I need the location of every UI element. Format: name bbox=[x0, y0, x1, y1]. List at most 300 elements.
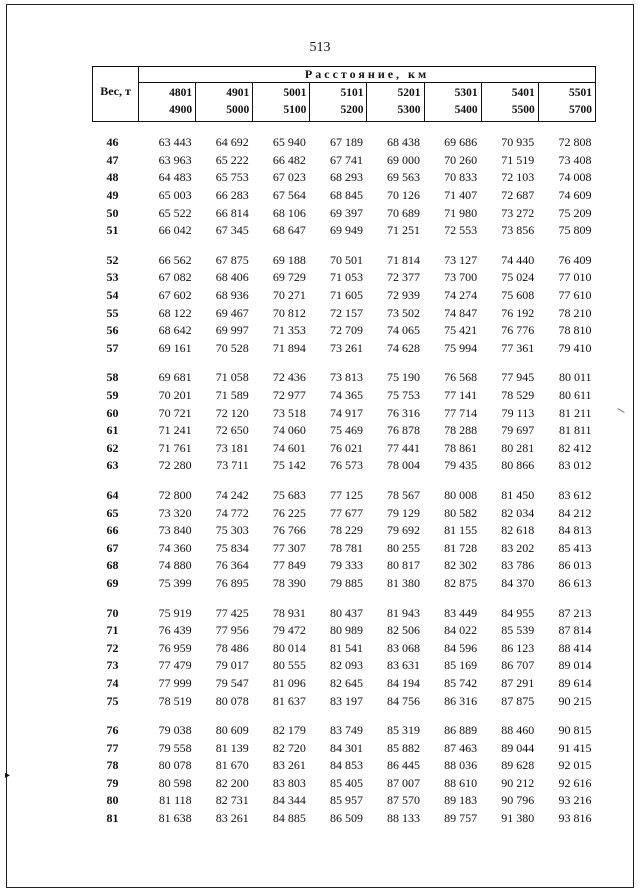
tariff-value-cell: 71 814 bbox=[387, 252, 421, 267]
weight-cell: 75 bbox=[106, 693, 119, 708]
weight-cell: 47 bbox=[106, 152, 119, 167]
tariff-value-cell: 74 365 bbox=[329, 388, 363, 403]
weight-cell: 77 bbox=[106, 740, 119, 755]
weight-cell: 69 bbox=[106, 575, 119, 590]
tariff-value-cell: 78 810 bbox=[558, 323, 592, 338]
tariff-value-cell: 77 361 bbox=[501, 340, 535, 355]
tariff-value-cell: 67 345 bbox=[215, 223, 249, 238]
tariff-value-cell: 83 612 bbox=[558, 487, 592, 502]
tariff-value-cell: 81 139 bbox=[215, 740, 249, 755]
tariff-value-cell: 70 126 bbox=[387, 188, 421, 203]
tariff-value-cell: 71 058 bbox=[215, 370, 249, 385]
table-row bbox=[93, 304, 596, 322]
tariff-value-cell: 72 280 bbox=[158, 458, 192, 473]
tariff-value-cell: 69 563 bbox=[387, 170, 421, 185]
tariff-value-cell: 72 377 bbox=[387, 270, 421, 285]
tariff-value-cell: 75 834 bbox=[215, 540, 249, 555]
tariff-value-cell: 70 260 bbox=[444, 152, 478, 167]
weight-cell: 64 bbox=[106, 487, 119, 502]
tariff-value-cell: 91 380 bbox=[501, 811, 535, 826]
tariff-value-cell: 83 631 bbox=[387, 658, 421, 673]
tariff-value-cell: 85 882 bbox=[387, 740, 421, 755]
tariff-value-cell: 81 211 bbox=[558, 405, 592, 420]
tariff-value-cell: 73 127 bbox=[444, 252, 478, 267]
table-row bbox=[93, 657, 596, 675]
tariff-value-cell: 63 443 bbox=[158, 135, 192, 150]
weight-cell: 65 bbox=[106, 505, 119, 520]
tariff-value-cell: 75 469 bbox=[329, 423, 363, 438]
tariff-value-cell: 81 096 bbox=[272, 675, 306, 690]
tariff-value-cell: 72 650 bbox=[215, 423, 249, 438]
tariff-value-cell: 85 742 bbox=[444, 675, 478, 690]
tariff-value-cell: 64 483 bbox=[158, 170, 192, 185]
tariff-value-cell: 70 721 bbox=[158, 405, 192, 420]
table-row bbox=[93, 775, 596, 793]
tariff-value-cell: 92 616 bbox=[558, 775, 592, 790]
tariff-value-cell: 70 689 bbox=[387, 205, 421, 220]
weight-cell: 54 bbox=[106, 288, 119, 303]
tariff-value-cell: 73 813 bbox=[329, 370, 363, 385]
tariff-value-cell: 74 917 bbox=[329, 405, 363, 420]
tariff-value-cell: 79 472 bbox=[272, 623, 306, 638]
tariff-value-cell: 75 024 bbox=[501, 270, 535, 285]
tariff-value-cell: 76 364 bbox=[215, 558, 249, 573]
table-row bbox=[93, 675, 596, 693]
weight-cell: 55 bbox=[106, 305, 119, 320]
tariff-value-cell: 75 608 bbox=[501, 288, 535, 303]
weight-cell: 52 bbox=[106, 252, 119, 267]
table-row bbox=[93, 269, 596, 287]
weight-cell: 51 bbox=[106, 223, 119, 238]
tariff-value-cell: 80 611 bbox=[558, 388, 592, 403]
tariff-value-cell: 82 179 bbox=[272, 723, 306, 738]
tariff-value-cell: 84 194 bbox=[387, 675, 421, 690]
tariff-value-cell: 83 068 bbox=[387, 640, 421, 655]
tariff-value-cell: 83 749 bbox=[329, 723, 363, 738]
weight-cell: 60 bbox=[106, 405, 119, 420]
tariff-value-cell: 86 316 bbox=[444, 693, 478, 708]
tariff-value-cell: 72 120 bbox=[215, 405, 249, 420]
table-row bbox=[93, 340, 596, 358]
tariff-value-cell: 77 010 bbox=[558, 270, 592, 285]
tariff-value-cell: 76 573 bbox=[329, 458, 363, 473]
tariff-value-cell: 76 316 bbox=[387, 405, 421, 420]
tariff-value-cell: 80 078 bbox=[215, 693, 249, 708]
tariff-value-cell: 81 380 bbox=[387, 575, 421, 590]
tariff-value-cell: 76 895 bbox=[215, 575, 249, 590]
tariff-value-cell: 79 885 bbox=[329, 575, 363, 590]
tariff-value-cell: 76 568 bbox=[444, 370, 478, 385]
tariff-value-cell: 72 436 bbox=[272, 370, 306, 385]
tariff-value-cell: 78 781 bbox=[329, 540, 363, 555]
tariff-value-cell: 77 956 bbox=[215, 623, 249, 638]
table-row bbox=[93, 739, 596, 757]
tariff-value-cell: 85 405 bbox=[329, 775, 363, 790]
tariff-value-cell: 82 506 bbox=[387, 623, 421, 638]
table-row bbox=[93, 539, 596, 557]
tariff-value-cell: 74 274 bbox=[444, 288, 478, 303]
weight-cell: 74 bbox=[106, 675, 119, 690]
weight-cell: 66 bbox=[106, 523, 119, 538]
tariff-value-cell: 69 397 bbox=[329, 205, 363, 220]
tariff-value-cell: 87 814 bbox=[558, 623, 592, 638]
tariff-value-cell: 77 479 bbox=[158, 658, 192, 673]
tariff-value-cell: 81 728 bbox=[444, 540, 478, 555]
tariff-value-cell: 78 931 bbox=[272, 605, 306, 620]
tariff-value-cell: 75 421 bbox=[444, 323, 478, 338]
tariff-value-cell: 89 183 bbox=[444, 793, 478, 808]
table-row bbox=[93, 422, 596, 440]
tariff-value-cell: 78 004 bbox=[387, 458, 421, 473]
tariff-value-cell: 68 406 bbox=[215, 270, 249, 285]
tariff-value-cell: 92 015 bbox=[558, 758, 592, 773]
tariff-value-cell: 68 122 bbox=[158, 305, 192, 320]
tariff-value-cell: 73 518 bbox=[272, 405, 306, 420]
table-row bbox=[93, 187, 596, 205]
tariff-value-cell: 72 977 bbox=[272, 388, 306, 403]
tariff-value-cell: 79 129 bbox=[387, 505, 421, 520]
weight-cell: 57 bbox=[106, 340, 119, 355]
tariff-value-cell: 75 209 bbox=[558, 205, 592, 220]
weight-cell: 61 bbox=[106, 423, 119, 438]
table-row bbox=[93, 757, 596, 775]
tariff-value-cell: 73 502 bbox=[387, 305, 421, 320]
tariff-value-cell: 75 303 bbox=[215, 523, 249, 538]
tariff-value-cell: 71 053 bbox=[329, 270, 363, 285]
weight-column-header: Вес, т bbox=[93, 67, 139, 122]
tariff-value-cell: 90 796 bbox=[501, 793, 535, 808]
tariff-value-cell: 77 714 bbox=[444, 405, 478, 420]
tariff-value-cell: 71 605 bbox=[329, 288, 363, 303]
table-row bbox=[93, 557, 596, 575]
distance-range-header bbox=[367, 83, 424, 122]
tariff-value-cell: 77 999 bbox=[158, 675, 192, 690]
tariff-value-cell: 89 628 bbox=[501, 758, 535, 773]
tariff-value-cell: 72 808 bbox=[558, 135, 592, 150]
tariff-value-cell: 67 602 bbox=[158, 288, 192, 303]
tariff-value-cell: 71 980 bbox=[444, 205, 478, 220]
tariff-value-cell: 87 291 bbox=[501, 675, 535, 690]
tariff-value-cell: 65 753 bbox=[215, 170, 249, 185]
tariff-value-cell: 80 281 bbox=[501, 440, 535, 455]
tariff-value-cell: 70 501 bbox=[329, 252, 363, 267]
tariff-value-cell: 76 959 bbox=[158, 640, 192, 655]
tariff-value-cell: 76 192 bbox=[501, 305, 535, 320]
tariff-value-cell: 77 849 bbox=[272, 558, 306, 573]
tariff-table bbox=[92, 66, 596, 827]
tariff-value-cell: 71 407 bbox=[444, 188, 478, 203]
tariff-value-cell: 71 894 bbox=[272, 340, 306, 355]
distance-range-header bbox=[253, 83, 310, 122]
tariff-value-cell: 73 700 bbox=[444, 270, 478, 285]
tariff-value-cell: 77 945 bbox=[501, 370, 535, 385]
table-row bbox=[93, 639, 596, 657]
tariff-value-cell: 84 212 bbox=[558, 505, 592, 520]
tariff-value-cell: 71 251 bbox=[387, 223, 421, 238]
tariff-value-cell: 76 409 bbox=[558, 252, 592, 267]
tariff-value-cell: 80 437 bbox=[329, 605, 363, 620]
table-row bbox=[93, 134, 596, 152]
tariff-value-cell: 83 449 bbox=[444, 605, 478, 620]
tariff-value-cell: 81 637 bbox=[272, 693, 306, 708]
tariff-value-cell: 70 935 bbox=[501, 135, 535, 150]
range-to: 5100 bbox=[283, 104, 307, 116]
tariff-value-cell: 75 142 bbox=[272, 458, 306, 473]
tariff-value-cell: 69 161 bbox=[158, 340, 192, 355]
tariff-value-cell: 80 011 bbox=[558, 370, 592, 385]
tariff-value-cell: 73 840 bbox=[158, 523, 192, 538]
tariff-value-cell: 77 141 bbox=[444, 388, 478, 403]
tariff-value-cell: 82 875 bbox=[444, 575, 478, 590]
range-to: 4900 bbox=[169, 104, 193, 116]
range-from: 5301 bbox=[454, 87, 478, 99]
tariff-value-cell: 68 642 bbox=[158, 323, 192, 338]
tariff-value-cell: 88 414 bbox=[558, 640, 592, 655]
tariff-value-cell: 78 288 bbox=[444, 423, 478, 438]
tariff-value-cell: 74 440 bbox=[501, 252, 535, 267]
tariff-value-cell: 72 709 bbox=[329, 323, 363, 338]
tariff-value-cell: 79 113 bbox=[501, 405, 535, 420]
tariff-value-cell: 77 125 bbox=[329, 487, 363, 502]
tariff-value-cell: 82 302 bbox=[444, 558, 478, 573]
table-row bbox=[93, 387, 596, 405]
weight-cell: 72 bbox=[106, 640, 119, 655]
tariff-value-cell: 89 614 bbox=[558, 675, 592, 690]
distance-header: Расстояние, км bbox=[139, 67, 596, 83]
tariff-value-cell: 90 215 bbox=[558, 693, 592, 708]
range-to: 5200 bbox=[340, 104, 364, 116]
distance-range-header bbox=[481, 83, 538, 122]
tariff-value-cell: 70 812 bbox=[272, 305, 306, 320]
tariff-value-cell: 68 936 bbox=[215, 288, 249, 303]
tariff-value-cell: 83 261 bbox=[272, 758, 306, 773]
tariff-value-cell: 67 082 bbox=[158, 270, 192, 285]
tariff-value-cell: 84 756 bbox=[387, 693, 421, 708]
tariff-value-cell: 70 833 bbox=[444, 170, 478, 185]
distance-range-header bbox=[139, 83, 196, 122]
tariff-value-cell: 79 558 bbox=[158, 740, 192, 755]
weight-cell: 48 bbox=[106, 170, 119, 185]
margin-mark: ▸ bbox=[5, 770, 11, 781]
table-row bbox=[93, 457, 596, 475]
tariff-value-cell: 72 157 bbox=[329, 305, 363, 320]
tariff-value-cell: 67 741 bbox=[329, 152, 363, 167]
tariff-value-cell: 84 344 bbox=[272, 793, 306, 808]
weight-cell: 59 bbox=[106, 388, 119, 403]
weight-cell: 62 bbox=[106, 440, 119, 455]
tariff-value-cell: 86 445 bbox=[387, 758, 421, 773]
tariff-value-cell: 68 647 bbox=[272, 223, 306, 238]
table-row bbox=[93, 204, 596, 222]
tariff-value-cell: 79 333 bbox=[329, 558, 363, 573]
tariff-value-cell: 64 692 bbox=[215, 135, 249, 150]
tariff-value-cell: 79 038 bbox=[158, 723, 192, 738]
tariff-value-cell: 68 106 bbox=[272, 205, 306, 220]
tariff-value-cell: 86 013 bbox=[558, 558, 592, 573]
tariff-value-cell: 72 800 bbox=[158, 487, 192, 502]
tariff-value-cell: 76 766 bbox=[272, 523, 306, 538]
tariff-value-cell: 80 582 bbox=[444, 505, 478, 520]
tariff-value-cell: 69 467 bbox=[215, 305, 249, 320]
tariff-value-cell: 69 949 bbox=[329, 223, 363, 238]
tariff-value-cell: 73 856 bbox=[501, 223, 535, 238]
tariff-value-cell: 66 283 bbox=[215, 188, 249, 203]
tariff-value-cell: 88 610 bbox=[444, 775, 478, 790]
weight-cell: 71 bbox=[106, 623, 119, 638]
weight-cell: 53 bbox=[106, 270, 119, 285]
tariff-value-cell: 73 711 bbox=[216, 458, 249, 473]
weight-cell: 78 bbox=[106, 758, 119, 773]
tariff-value-cell: 79 547 bbox=[215, 675, 249, 690]
table-row bbox=[93, 222, 596, 240]
weight-cell: 49 bbox=[106, 188, 119, 203]
tariff-value-cell: 71 519 bbox=[501, 152, 535, 167]
tariff-value-cell: 67 875 bbox=[215, 252, 249, 267]
tariff-value-cell: 74 772 bbox=[215, 505, 249, 520]
distance-range-header bbox=[310, 83, 367, 122]
table-row bbox=[93, 604, 596, 622]
tariff-value-cell: 66 042 bbox=[158, 223, 192, 238]
tariff-value-cell: 81 118 bbox=[159, 793, 192, 808]
tariff-value-cell: 68 293 bbox=[329, 170, 363, 185]
table-row bbox=[93, 404, 596, 422]
tariff-value-cell: 86 123 bbox=[501, 640, 535, 655]
table-row bbox=[93, 504, 596, 522]
tariff-value-cell: 87 570 bbox=[387, 793, 421, 808]
tariff-value-cell: 74 628 bbox=[387, 340, 421, 355]
tariff-value-cell: 79 692 bbox=[387, 523, 421, 538]
tariff-value-cell: 69 997 bbox=[215, 323, 249, 338]
tariff-value-cell: 88 036 bbox=[444, 758, 478, 773]
tariff-value-cell: 77 307 bbox=[272, 540, 306, 555]
tariff-value-cell: 76 878 bbox=[387, 423, 421, 438]
range-to: 5000 bbox=[226, 104, 250, 116]
tariff-value-cell: 73 272 bbox=[501, 205, 535, 220]
tariff-value-cell: 85 539 bbox=[501, 623, 535, 638]
tariff-value-cell: 80 255 bbox=[387, 540, 421, 555]
weight-cell: 76 bbox=[106, 723, 119, 738]
weight-cell: 63 bbox=[106, 458, 119, 473]
tariff-value-cell: 84 596 bbox=[444, 640, 478, 655]
tariff-value-cell: 82 618 bbox=[501, 523, 535, 538]
tariff-value-cell: 77 425 bbox=[215, 605, 249, 620]
table-row bbox=[93, 622, 596, 640]
tariff-value-cell: 79 017 bbox=[215, 658, 249, 673]
tariff-value-cell: 79 697 bbox=[501, 423, 535, 438]
tariff-value-cell: 88 460 bbox=[501, 723, 535, 738]
tariff-value-cell: 67 564 bbox=[272, 188, 306, 203]
tariff-value-cell: 78 229 bbox=[329, 523, 363, 538]
tariff-value-cell: 77 441 bbox=[387, 440, 421, 455]
tariff-value-cell: 78 529 bbox=[501, 388, 535, 403]
tariff-value-cell: 76 439 bbox=[158, 623, 192, 638]
weight-cell: 56 bbox=[106, 323, 119, 338]
tariff-value-cell: 89 014 bbox=[558, 658, 592, 673]
range-to: 5500 bbox=[511, 104, 535, 116]
table-row bbox=[93, 792, 596, 810]
tariff-value-cell: 90 815 bbox=[558, 723, 592, 738]
tariff-value-cell: 83 197 bbox=[329, 693, 363, 708]
tariff-value-cell: 69 681 bbox=[158, 370, 192, 385]
tariff-value-cell: 65 222 bbox=[215, 152, 249, 167]
range-from: 5001 bbox=[283, 87, 307, 99]
tariff-value-cell: 84 853 bbox=[329, 758, 363, 773]
tariff-value-cell: 80 598 bbox=[158, 775, 192, 790]
range-from: 5101 bbox=[340, 87, 364, 99]
range-to: 5700 bbox=[569, 104, 592, 116]
weight-cell: 50 bbox=[106, 205, 119, 220]
tariff-value-cell: 83 261 bbox=[215, 811, 249, 826]
tariff-value-cell: 81 811 bbox=[558, 423, 592, 438]
page-number: 513 bbox=[309, 40, 331, 55]
tariff-value-cell: 73 261 bbox=[329, 340, 363, 355]
tariff-value-cell: 70 528 bbox=[215, 340, 249, 355]
tariff-value-cell: 81 943 bbox=[387, 605, 421, 620]
tariff-value-cell: 74 008 bbox=[558, 170, 592, 185]
tariff-value-cell: 65 940 bbox=[272, 135, 306, 150]
table-row bbox=[93, 575, 596, 593]
tariff-value-cell: 85 957 bbox=[329, 793, 363, 808]
tariff-value-cell: 76 225 bbox=[272, 505, 306, 520]
tariff-value-cell: 67 189 bbox=[329, 135, 363, 150]
table-row bbox=[93, 152, 596, 170]
range-from: 4801 bbox=[169, 87, 193, 99]
tariff-value-cell: 78 390 bbox=[272, 575, 306, 590]
tariff-value-cell: 82 720 bbox=[272, 740, 306, 755]
tariff-value-cell: 82 645 bbox=[329, 675, 363, 690]
tariff-value-cell: 82 034 bbox=[501, 505, 535, 520]
tariff-value-cell: 82 731 bbox=[215, 793, 249, 808]
tariff-value-cell: 75 919 bbox=[158, 605, 192, 620]
tariff-value-cell: 84 813 bbox=[558, 523, 592, 538]
tariff-value-cell: 81 541 bbox=[329, 640, 363, 655]
distance-range-header bbox=[196, 83, 253, 122]
tariff-value-cell: 71 241 bbox=[158, 423, 192, 438]
tariff-value-cell: 75 753 bbox=[387, 388, 421, 403]
tariff-value-cell: 75 399 bbox=[158, 575, 192, 590]
tariff-value-cell: 84 022 bbox=[444, 623, 478, 638]
tariff-value-cell: 74 360 bbox=[158, 540, 192, 555]
tariff-value-cell: 84 885 bbox=[272, 811, 306, 826]
weight-cell: 70 bbox=[106, 605, 119, 620]
tariff-value-cell: 69 686 bbox=[444, 135, 478, 150]
tariff-value-cell: 86 509 bbox=[329, 811, 363, 826]
tariff-value-cell: 80 008 bbox=[444, 487, 478, 502]
tariff-value-cell: 82 093 bbox=[329, 658, 363, 673]
tariff-value-cell: 66 482 bbox=[272, 152, 306, 167]
tariff-value-cell: 84 955 bbox=[501, 605, 535, 620]
tariff-value-cell: 70 201 bbox=[158, 388, 192, 403]
range-from: 4901 bbox=[226, 87, 250, 99]
tariff-value-cell: 81 638 bbox=[158, 811, 192, 826]
tariff-value-cell: 88 133 bbox=[387, 811, 421, 826]
tariff-value-cell: 86 889 bbox=[444, 723, 478, 738]
tariff-value-cell: 74 060 bbox=[272, 423, 306, 438]
tariff-value-cell: 69 000 bbox=[387, 152, 421, 167]
tariff-value-cell: 72 553 bbox=[444, 223, 478, 238]
table-row bbox=[93, 487, 596, 505]
tariff-value-cell: 87 007 bbox=[387, 775, 421, 790]
weight-cell: 81 bbox=[106, 811, 119, 826]
weight-cell: 68 bbox=[106, 558, 119, 573]
tariff-value-cell: 80 014 bbox=[272, 640, 306, 655]
tariff-value-cell: 87 875 bbox=[501, 693, 535, 708]
tariff-value-cell: 82 200 bbox=[215, 775, 249, 790]
weight-cell: 46 bbox=[106, 135, 119, 150]
tariff-value-cell: 75 809 bbox=[558, 223, 592, 238]
tariff-value-cell: 90 212 bbox=[501, 775, 535, 790]
range-from: 5501 bbox=[569, 87, 592, 99]
